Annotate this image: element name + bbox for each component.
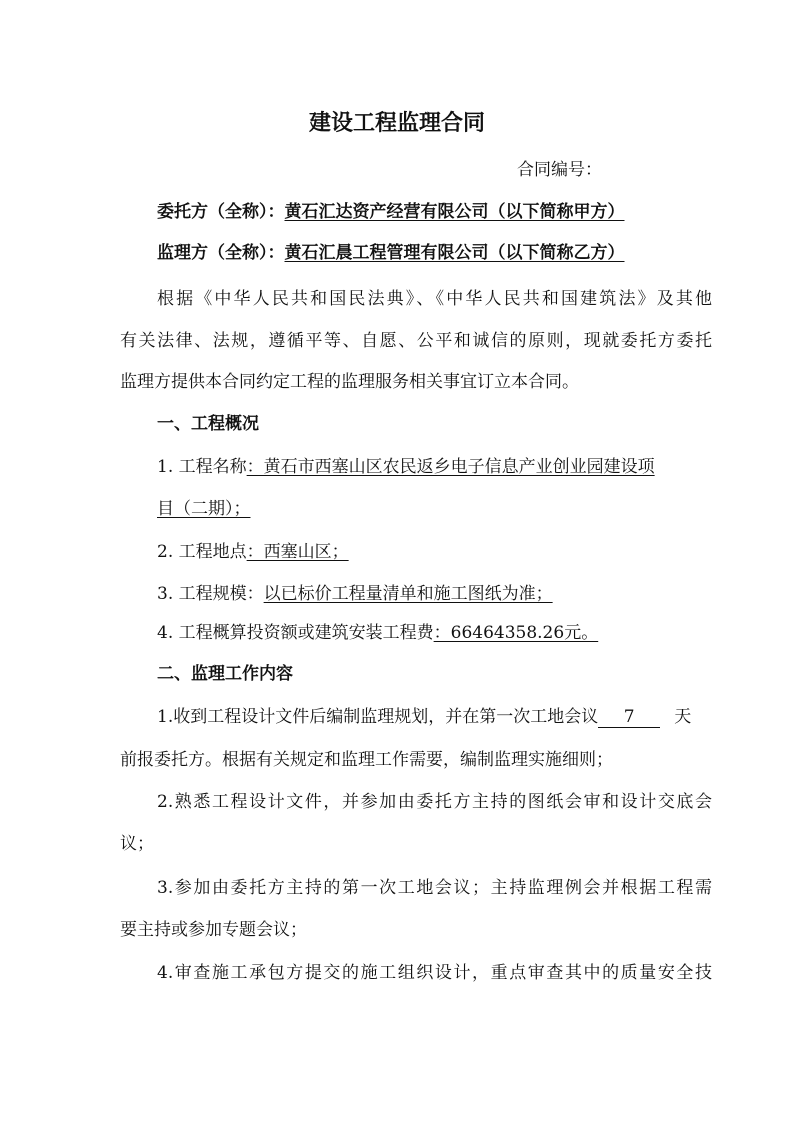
project-name-label: 1. 工程名称	[157, 457, 247, 477]
project-investment-value: ：66464358.26元。	[433, 623, 599, 643]
work-item-2-line-1: 2.熟悉工程设计文件，并参加由委托方主持的图纸会审和设计交底会	[157, 792, 712, 812]
project-investment-label: 4. 工程概算投资额或建筑安装工程费	[157, 623, 434, 643]
document-title: 建设工程监理合同	[308, 110, 485, 136]
work-item-4-line-1: 4.审查施工承包方提交的施工组织设计，重点审查其中的质量安全技	[157, 963, 712, 983]
project-location-label: 2. 工程地点	[157, 542, 247, 562]
work-item-3-line-1: 3.参加由委托方主持的第一次工地会议；主持监理例会并根据工程需	[157, 878, 712, 898]
contract-number-label: 合同编号：	[517, 160, 602, 180]
work-item-1-prefix: 1.收到工程设计文件后编制监理规划，并在第一次工地会议	[157, 707, 599, 727]
project-name-line	[157, 455, 655, 479]
client-name: 黄石汇达资产经营有限公司（以下简称甲方）	[284, 202, 625, 222]
supervisor-label: 监理方（全称）：	[157, 243, 285, 263]
days-blank: 7	[598, 707, 660, 728]
project-name-value-cont: 目（二期）；	[157, 499, 251, 519]
section-2-heading: 二、监理工作内容	[157, 664, 293, 684]
project-scale-label: 3. 工程规模：	[157, 584, 264, 604]
work-item-1-line-2: 前报委托方。根据有关规定和监理工作需要，编制监理实施细则；	[120, 750, 613, 770]
client-line	[157, 200, 625, 224]
work-item-3-line-2: 要主持或参加专题会议；	[120, 920, 307, 940]
supervisor-line	[157, 241, 625, 265]
intro-line-2: 有关法律、法规，遵循平等、自愿、公平和诚信的原则，现就委托方委托	[120, 331, 712, 351]
supervisor-name: 黄石汇晨工程管理有限公司（以下简称乙方）	[284, 243, 625, 263]
work-item-1-line-1	[157, 705, 691, 729]
project-scale-line	[157, 582, 553, 606]
project-location-line	[157, 540, 349, 564]
project-scale-value: 以已标价工程量清单和施工图纸为准；	[263, 584, 553, 604]
intro-line-1: 根据《中华人民共和国民法典》、《中华人民共和国建筑法》及其他	[157, 289, 712, 309]
project-name-value: ：黄石市西塞山区农民返乡电子信息产业创业园建设项	[246, 457, 655, 477]
section-1-heading: 一、工程概况	[157, 414, 259, 434]
work-item-2-line-2: 议；	[120, 834, 154, 854]
intro-line-3: 监理方提供本合同约定工程的监理服务相关事宜订立本合同。	[120, 372, 579, 392]
client-label: 委托方（全称）：	[157, 202, 285, 222]
work-item-1-suffix: 天	[674, 707, 692, 727]
project-location-value: ：西塞山区；	[246, 542, 349, 562]
project-investment-line	[157, 621, 598, 645]
project-name-line-2	[157, 497, 251, 521]
